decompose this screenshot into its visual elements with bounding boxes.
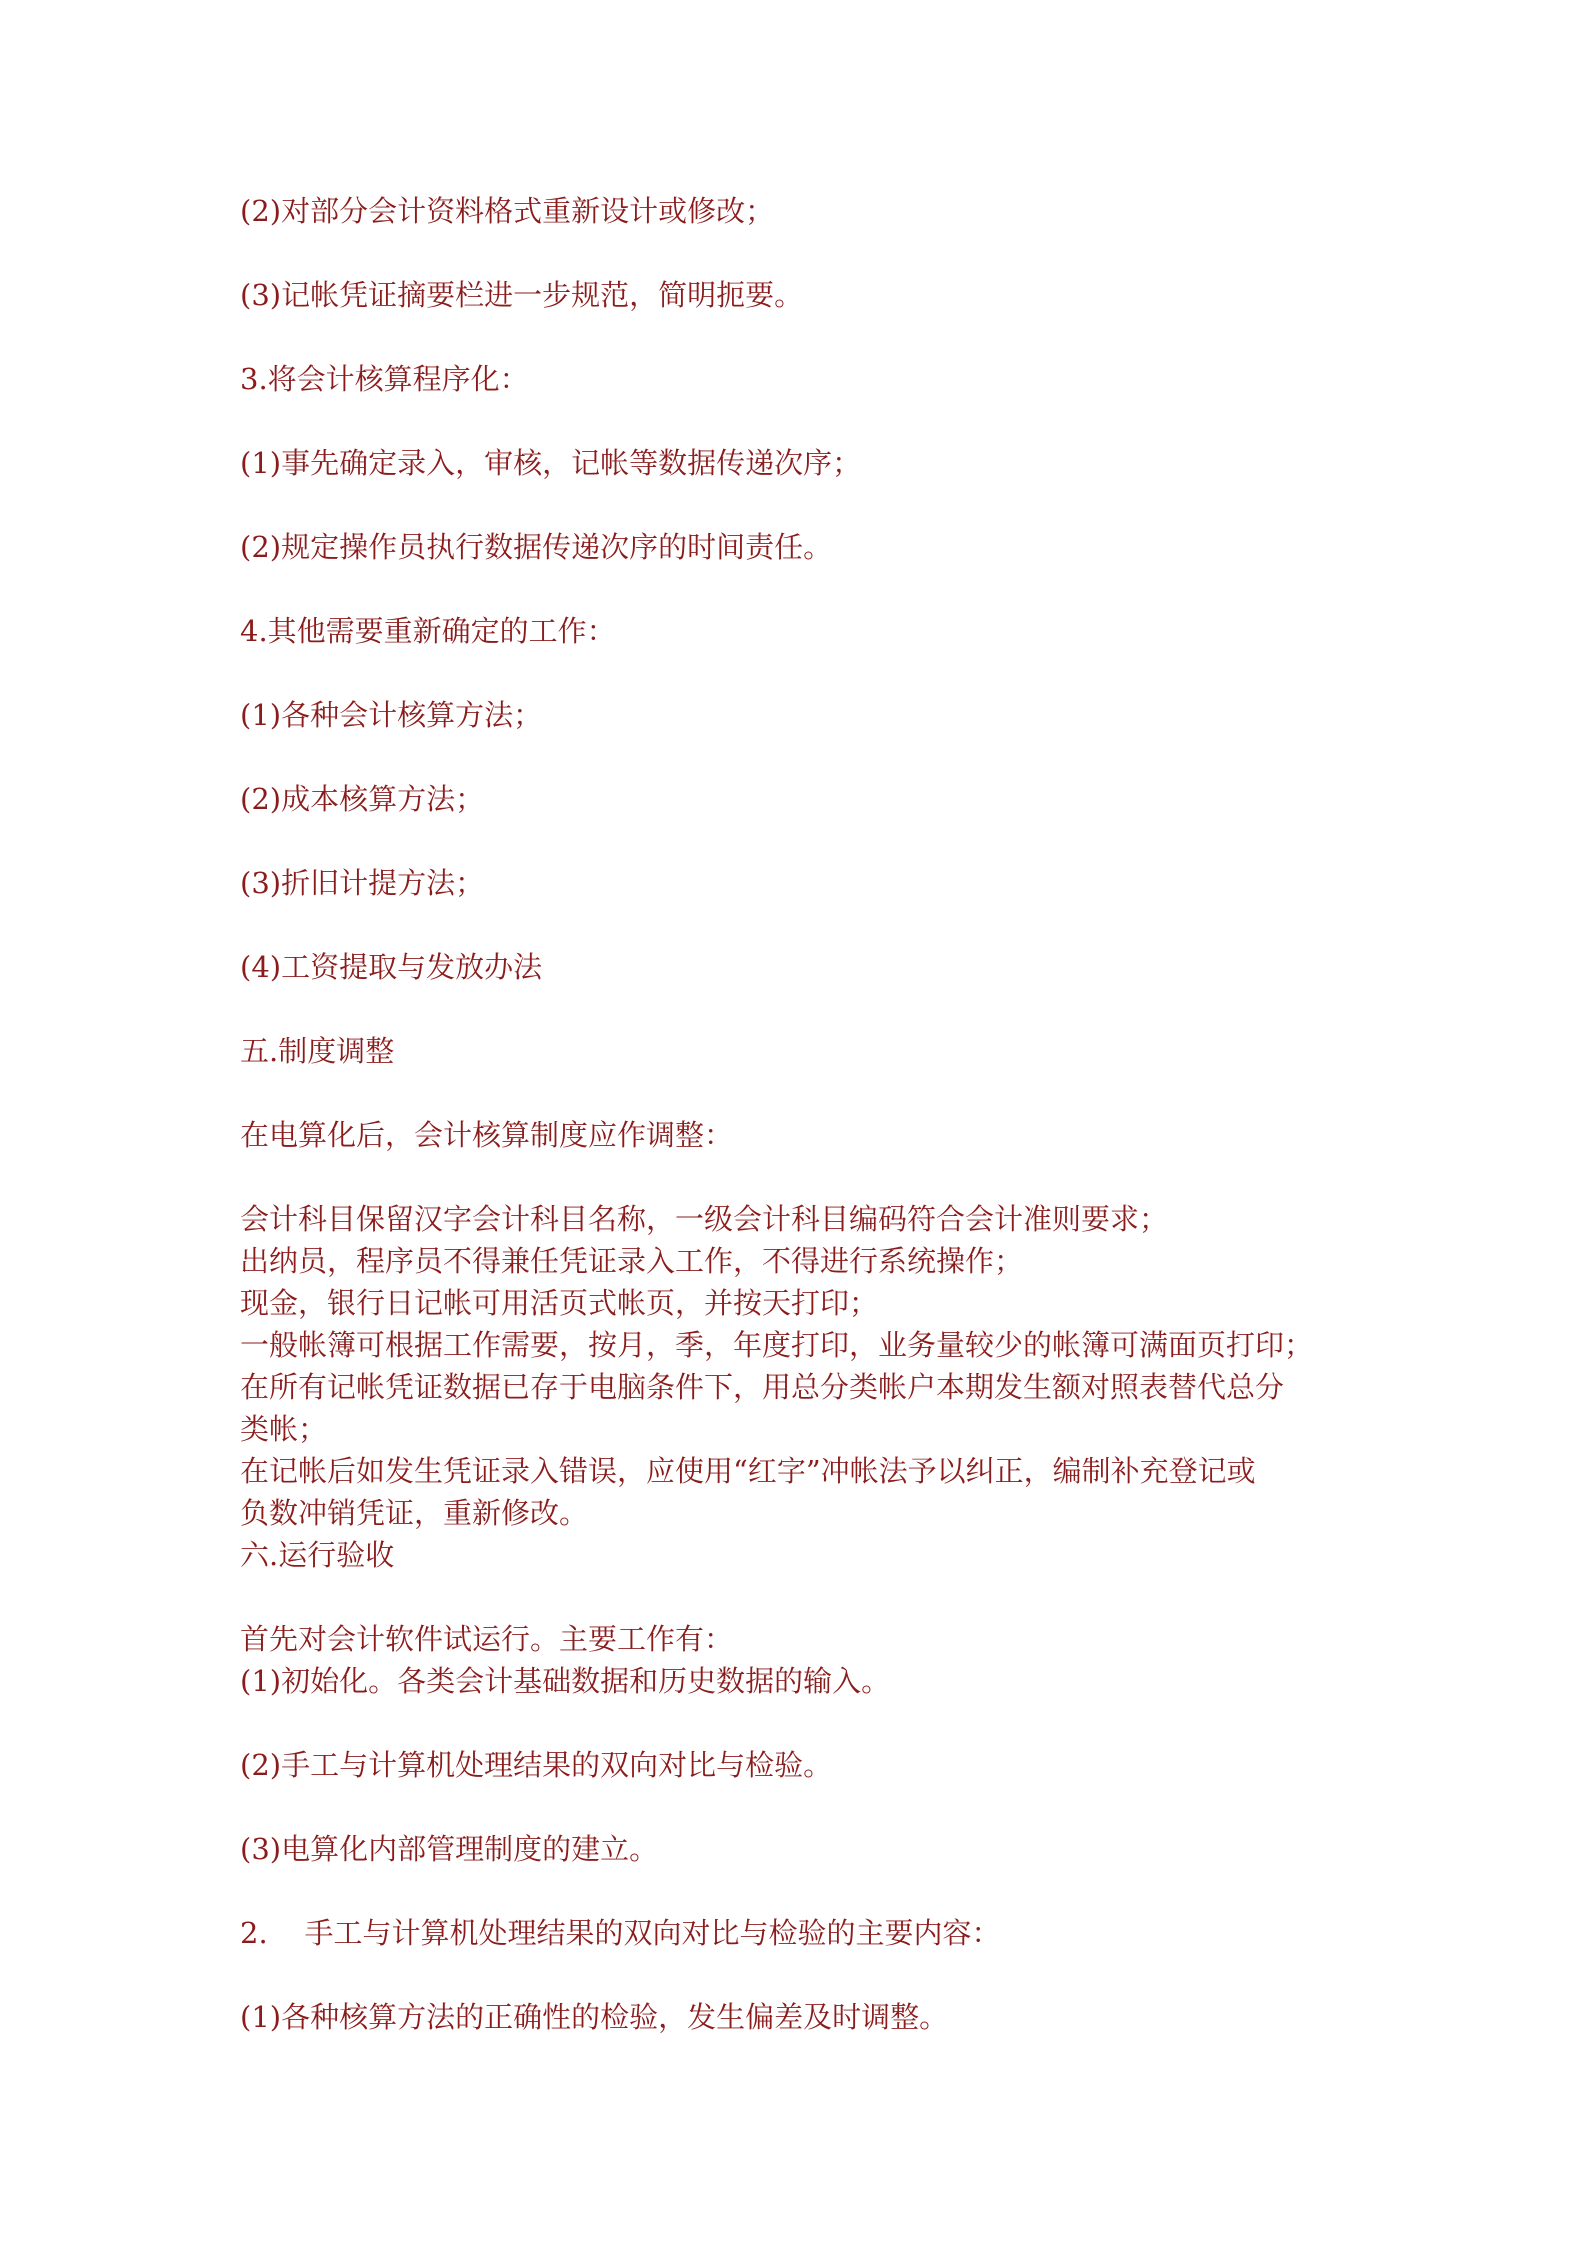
text-line: (2)手工与计算机处理结果的双向对比与检验。 (240, 1748, 833, 1782)
text-line: 2. 手工与计算机处理结果的双向对比与检验的主要内容： (240, 1916, 1001, 1950)
text-line: (1)各种核算方法的正确性的检验，发生偏差及时调整。 (240, 2000, 949, 2034)
text-line: (1)初始化。各类会计基础数据和历史数据的输入。 (240, 1664, 891, 1698)
text-line: (3)电算化内部管理制度的建立。 (240, 1832, 659, 1866)
text-line: (2)规定操作员执行数据传递次序的时间责任。 (240, 530, 833, 564)
text-line: 负数冲销凭证，重新修改。 (240, 1496, 589, 1530)
text-line: (2)成本核算方法； (240, 782, 485, 816)
text-line: (3)记帐凭证摘要栏进一步规范，简明扼要。 (240, 278, 804, 312)
text-line: (3)折旧计提方法； (240, 866, 485, 900)
text-line: 在电算化后，会计核算制度应作调整： (240, 1118, 734, 1152)
text-line: 在记帐后如发生凭证录入错误，应使用“红字”冲帐法予以纠正，编制补充登记或 (240, 1454, 1256, 1488)
text-line: (2)对部分会计资料格式重新设计或修改； (240, 194, 775, 228)
text-line: 3.将会计核算程序化： (240, 362, 529, 396)
text-line: (1)事先确定录入，审核，记帐等数据传递次序； (240, 446, 862, 480)
text-line: 会计科目保留汉字会计科目名称，一级会计科目编码符合会计准则要求； (240, 1202, 1169, 1236)
text-line: 首先对会计软件试运行。主要工作有： (240, 1622, 734, 1656)
text-line: 在所有记帐凭证数据已存于电脑条件下，用总分类帐户本期发生额对照表替代总分 (240, 1370, 1285, 1404)
text-line: 类帐； (240, 1412, 328, 1446)
section-heading: 六.运行验收 (240, 1538, 395, 1572)
text-line: 出纳员，程序员不得兼任凭证录入工作，不得进行系统操作； (240, 1244, 1024, 1278)
section-heading: 五.制度调整 (240, 1034, 395, 1068)
text-line: 一般帐簿可根据工作需要，按月，季，年度打印，业务量较少的帐簿可满面页打印； (240, 1328, 1314, 1362)
text-line: (4)工资提取与发放办法 (240, 950, 543, 984)
text-line: 4.其他需要重新确定的工作： (240, 614, 616, 648)
text-line: (1)各种会计核算方法； (240, 698, 543, 732)
text-line: 现金，银行日记帐可用活页式帐页，并按天打印； (240, 1286, 879, 1320)
